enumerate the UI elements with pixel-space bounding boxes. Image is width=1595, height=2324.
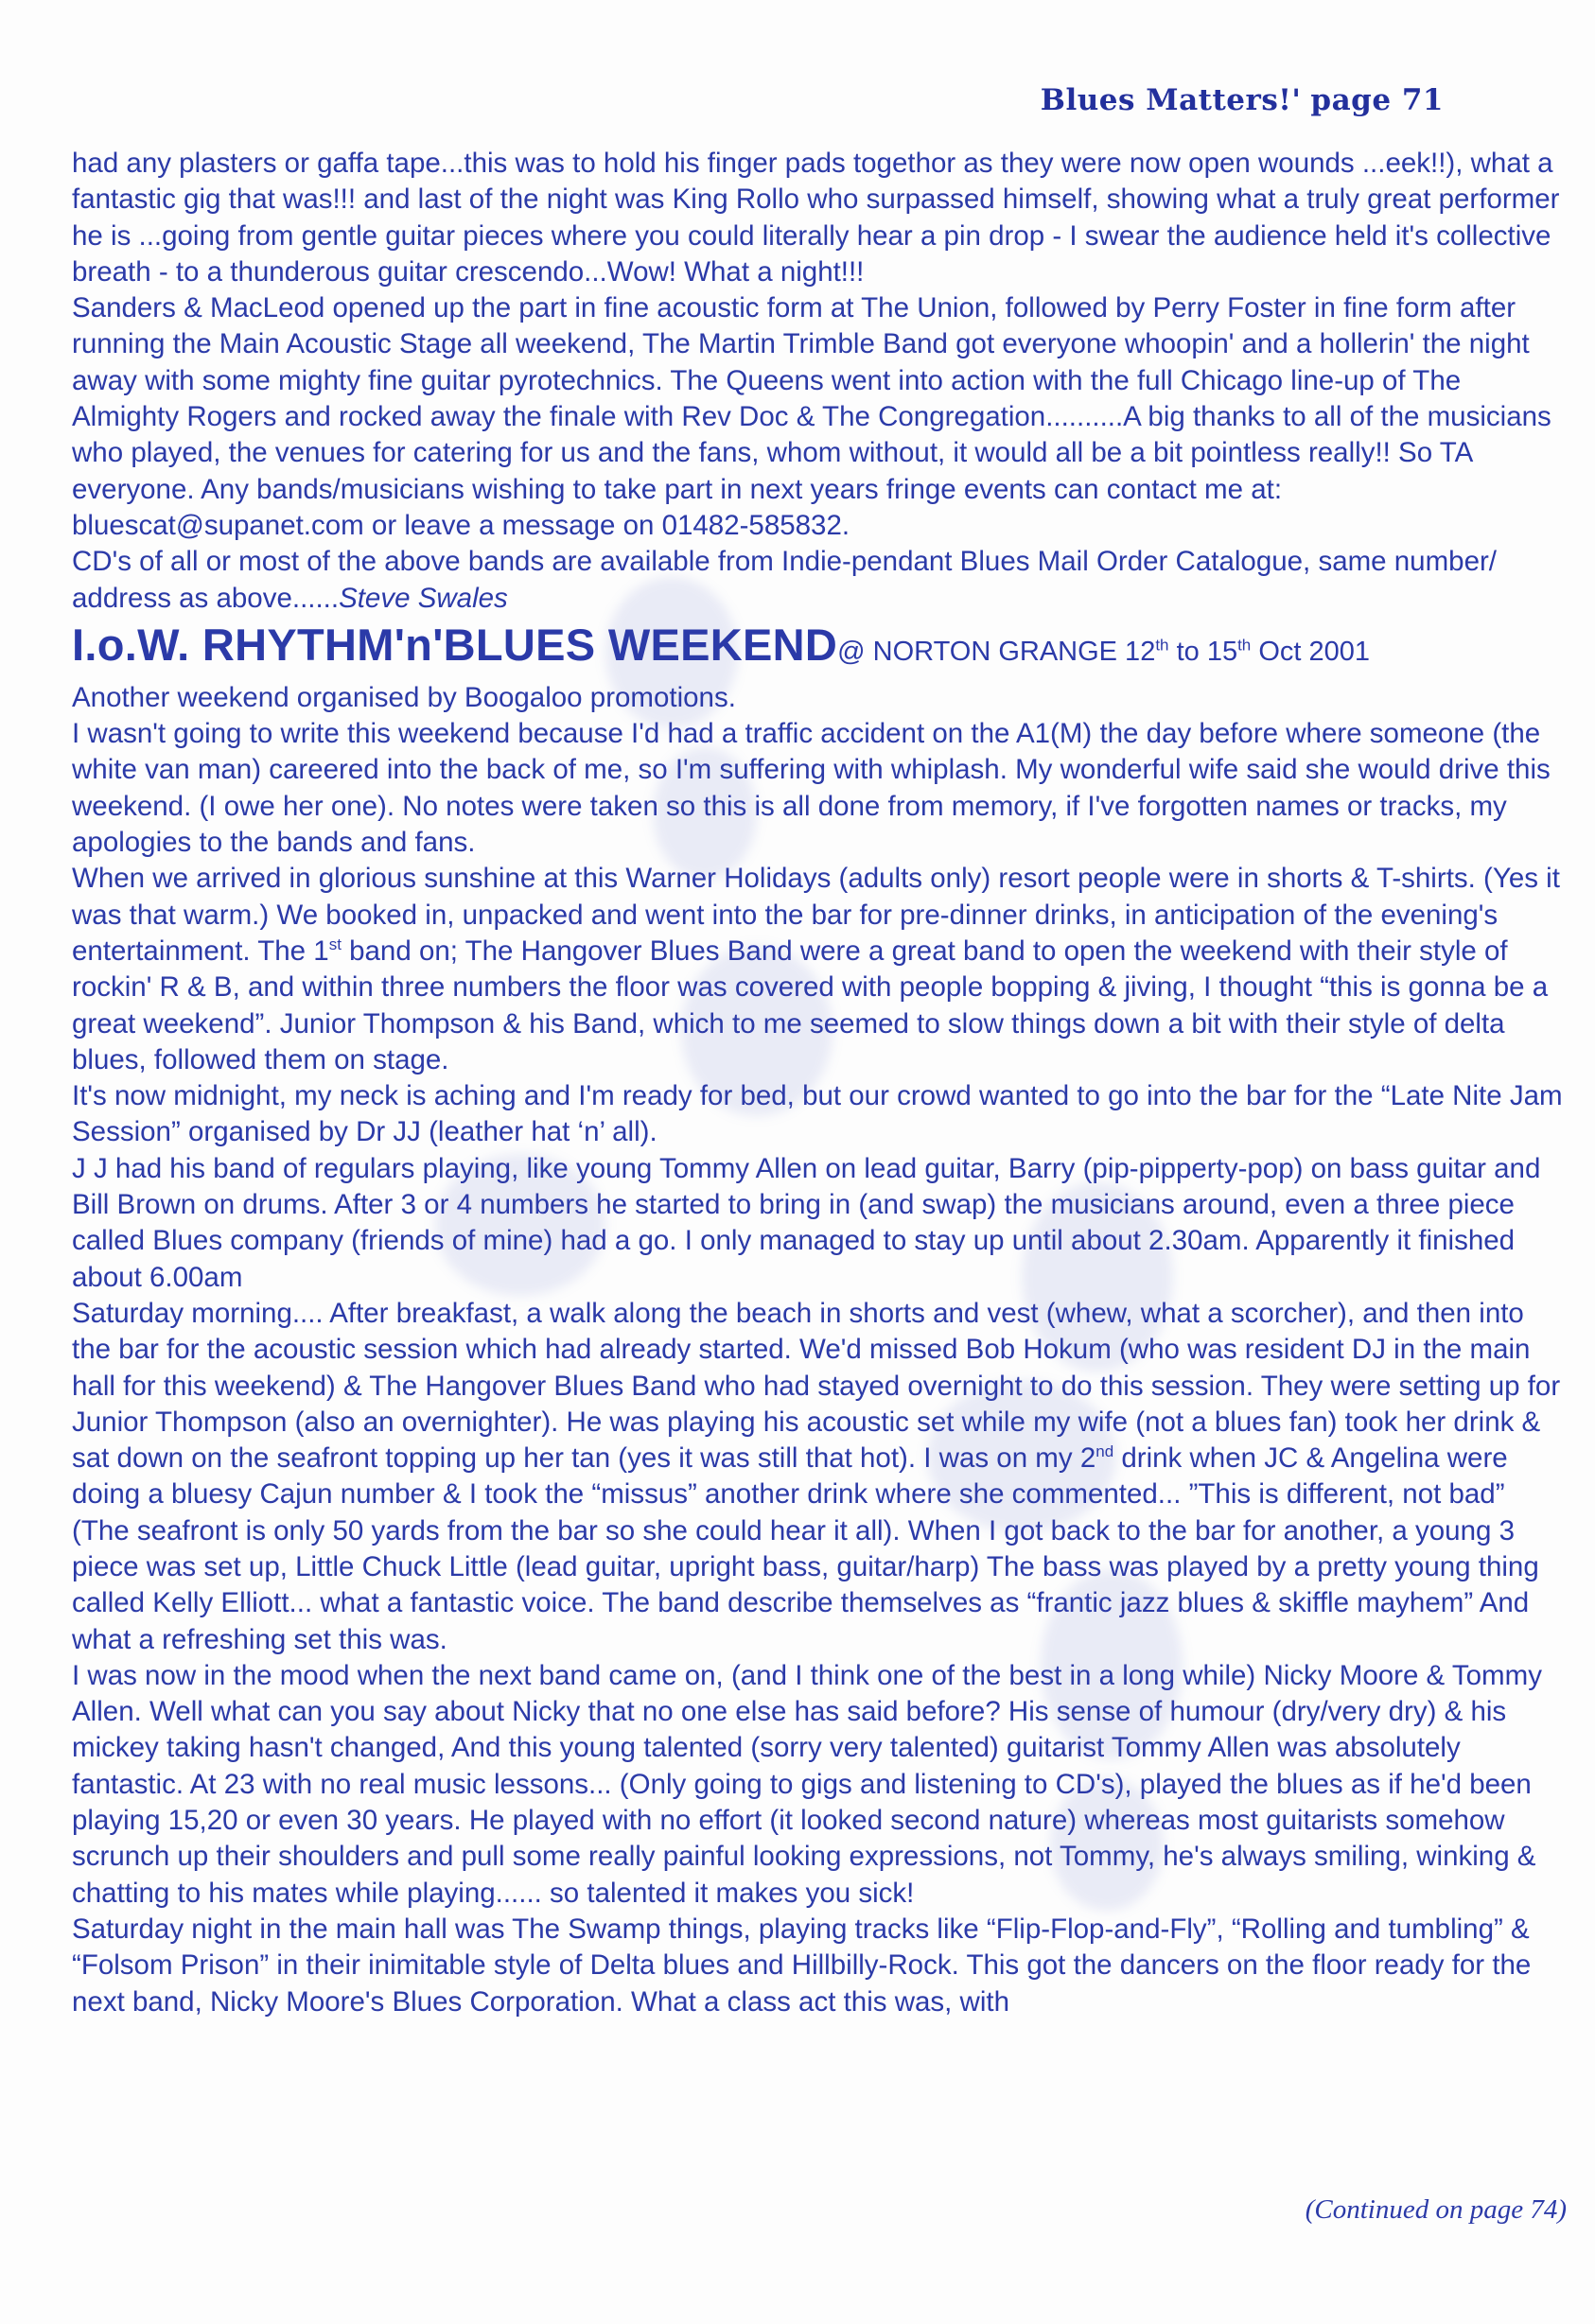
paragraph-saturday-night: Saturday night in the main hall was The Swamp things, playing tracks like “Flip-Flop-and-Fly”, “Rolling and tumbling” & “Folsom Prison” in their inimitable style of Delta blues and Hillbilly-Rock. This got the dancers on the floor ready for the next band, Nicky Moore's Blues Corporation. What a class act this was, with [72,1913,1532,2018]
page-number: page 71 [1310,83,1444,117]
continued-note: (Continued on page 74) [1305,2194,1567,2225]
paragraph-organised: Another weekend organised by Boogaloo promotions. [72,681,736,713]
text-run: band on; The Hangover Blues Band were a great band to open the weekend with their style of rockin' R & B, and within three numbers the floor was covered with people bopping & jiving, I thought “this is gonna be a great weekend”. Junior Thompson & his Band, which to me seemed to slow things down a bit with their style of delta blues, followed them on stage. [72,935,1549,1075]
paragraph-midnight: It's now midnight, my neck is aching and I'm ready for bed, but our crowd wanted to go into the bar for the “Late Nite Jam Session” organised by Dr JJ (leather hat ‘n’ all). [72,1080,1563,1148]
text-run: When we arrived in glorious sunshine at this Warner Holidays (adults only) resort people were in shorts & T-shirts. (Yes it was that warm.) We booked in, unpacked and went into the bar for pre-dinner drinks, in anticipation of the evening's entertainment. The 1 [72,863,1560,967]
paragraph-jam-session: J J had his band of regulars playing, like young Tommy Allen on lead guitar, Barry (pip-pipperty-pop) on bass guitar and Bill Brown on drums. After 3 or 4 numbers he started to bring in (and swap) the musicians around, even a three piece called Blues company (friends of mine) had a go. I only managed to stay up until about 2.30am. Apparently it finished about 6.00am [72,1152,1541,1293]
page-header [1041,83,1444,117]
article-headline [72,617,1567,680]
text-run: drink when JC & Angelina were doing a bluesy Cajun number & I took the “missus” another drink where she commented... ”This is different, not bad” (The seafront is only 50 yards from the bar so she could hear it all). When I got back to the bar for another, a young 3 piece was set up, Little Chuck Little (lead guitar, upright bass, guitar/harp) The bass was played by a pretty young thing called Kelly Elliott... what a fantastic voice. The band describe themselves as “frantic jazz blues & skiffle mayhem” And what a refreshing set this was. [72,1442,1539,1655]
paragraph-nicky-moore: I was now in the mood when the next band came on, (and I think one of the best in a long while) Nicky Moore & Tommy Allen. Well what can you say about Nicky that no one else has said before? His sense of humour (dry/very dry) & his mickey taking hasn't changed, And this young talented (sorry very talented) guitarist Tommy Allen was absolutely fantastic. At 23 with no real music lessons... (Only going to gigs and listening to CD's), played the blues as if he'd been playing 15,20 or even 30 years. He played with no effort (it looked second nature) whereas most guitarists somehow scrunch up their shoulders and pull some really painful looking expressions, not Tommy, he's always smiling, winking & chatting to his mates while playing...... so talented it makes you sick! [72,1659,1542,1909]
paragraph-saturday-morning [72,1296,1567,1658]
date-mid: to 15 [1168,636,1238,667]
headline-title: I.o.W. RHYTHM'n'BLUES WEEKEND [72,619,838,670]
text-run: Saturday morning.... After breakfast, a walk along the beach in shorts and vest (whew, what a scorcher), and then into the bar for the acoustic session which had already started. We'd missed Bob Hokum (who was resident DJ in the main hall for this weekend) & The Hangover Blues Band who had stayed overnight to do this session. They were setting up for Junior Thompson (also an overnighter). He was playing his acoustic set while my wife (not a blues fan) took her drink & sat down on the seafront topping up her tan (yes it was still that hot). I was on my 2 [72,1297,1561,1475]
date-suffix: th [1155,636,1169,655]
paragraph-accident: I wasn't going to write this weekend because I'd had a traffic accident on the A1(M) the day before where someone (the white van man) careered into the back of me, so I'm suffering with whiplash. My wonderful wife said she would drive this weekend. (I owe her one). No notes were taken so this is all done from memory, if I've forgotten names or tracks, my apologies to the bands and fans. [72,718,1551,859]
cd-text: CD's of all or most of the above bands are available from Indie-pendant Blues Mail Order Catalogue, same number/ address as above...... [72,546,1497,614]
author-signature: Steve Swales [339,582,508,614]
ordinal-suffix: st [328,935,342,954]
paragraph-cd-availability [72,544,1567,617]
paragraph-arrival [72,861,1567,1078]
date-end: Oct 2001 [1251,636,1371,667]
headline-venue [837,637,1370,667]
article-body [72,146,1567,2020]
magazine-title: Blues Matters!' [1040,83,1302,117]
paragraph-fringe-events: Sanders & MacLeod opened up the part in fine acoustic form at The Union, followed by Perry Foster in fine form after running the Main Acoustic Stage all weekend, The Martin Trimble Band got everyone whoopin' and a hollerin' the night away with some mighty fine guitar pyrotechnics. The Queens went into action with the full Chicago line-up of The Almighty Rogers and rocked away the finale with Rev Doc & The Congregation..........A big thanks to all of the musicians who played, the venues for catering for us and the fans, whom without, it would all be a bit pointless really!! So TA everyone. Any bands/musicians wishing to take part in next years fringe events can contact me at: bluescat@supanet.com or leave a message on 01482-585832. [72,292,1551,541]
venue-prefix: @ NORTON GRANGE 12 [837,636,1156,667]
date-suffix: th [1237,636,1252,655]
ordinal-suffix: nd [1095,1442,1114,1461]
paragraph-gig-review: had any plasters or gaffa tape...this was to hold his finger pads togethor as they were now open wounds ...eek!!), what a fantastic gig that was!!! and last of the night was King Rollo who surpassed himself, showing what a truly great performer he is ...going from gentle guitar pieces where you could literally hear a pin drop - I swear the audience held it's collective breath - to a thunderous guitar crescendo...Wow! What a night!!! [72,148,1560,288]
